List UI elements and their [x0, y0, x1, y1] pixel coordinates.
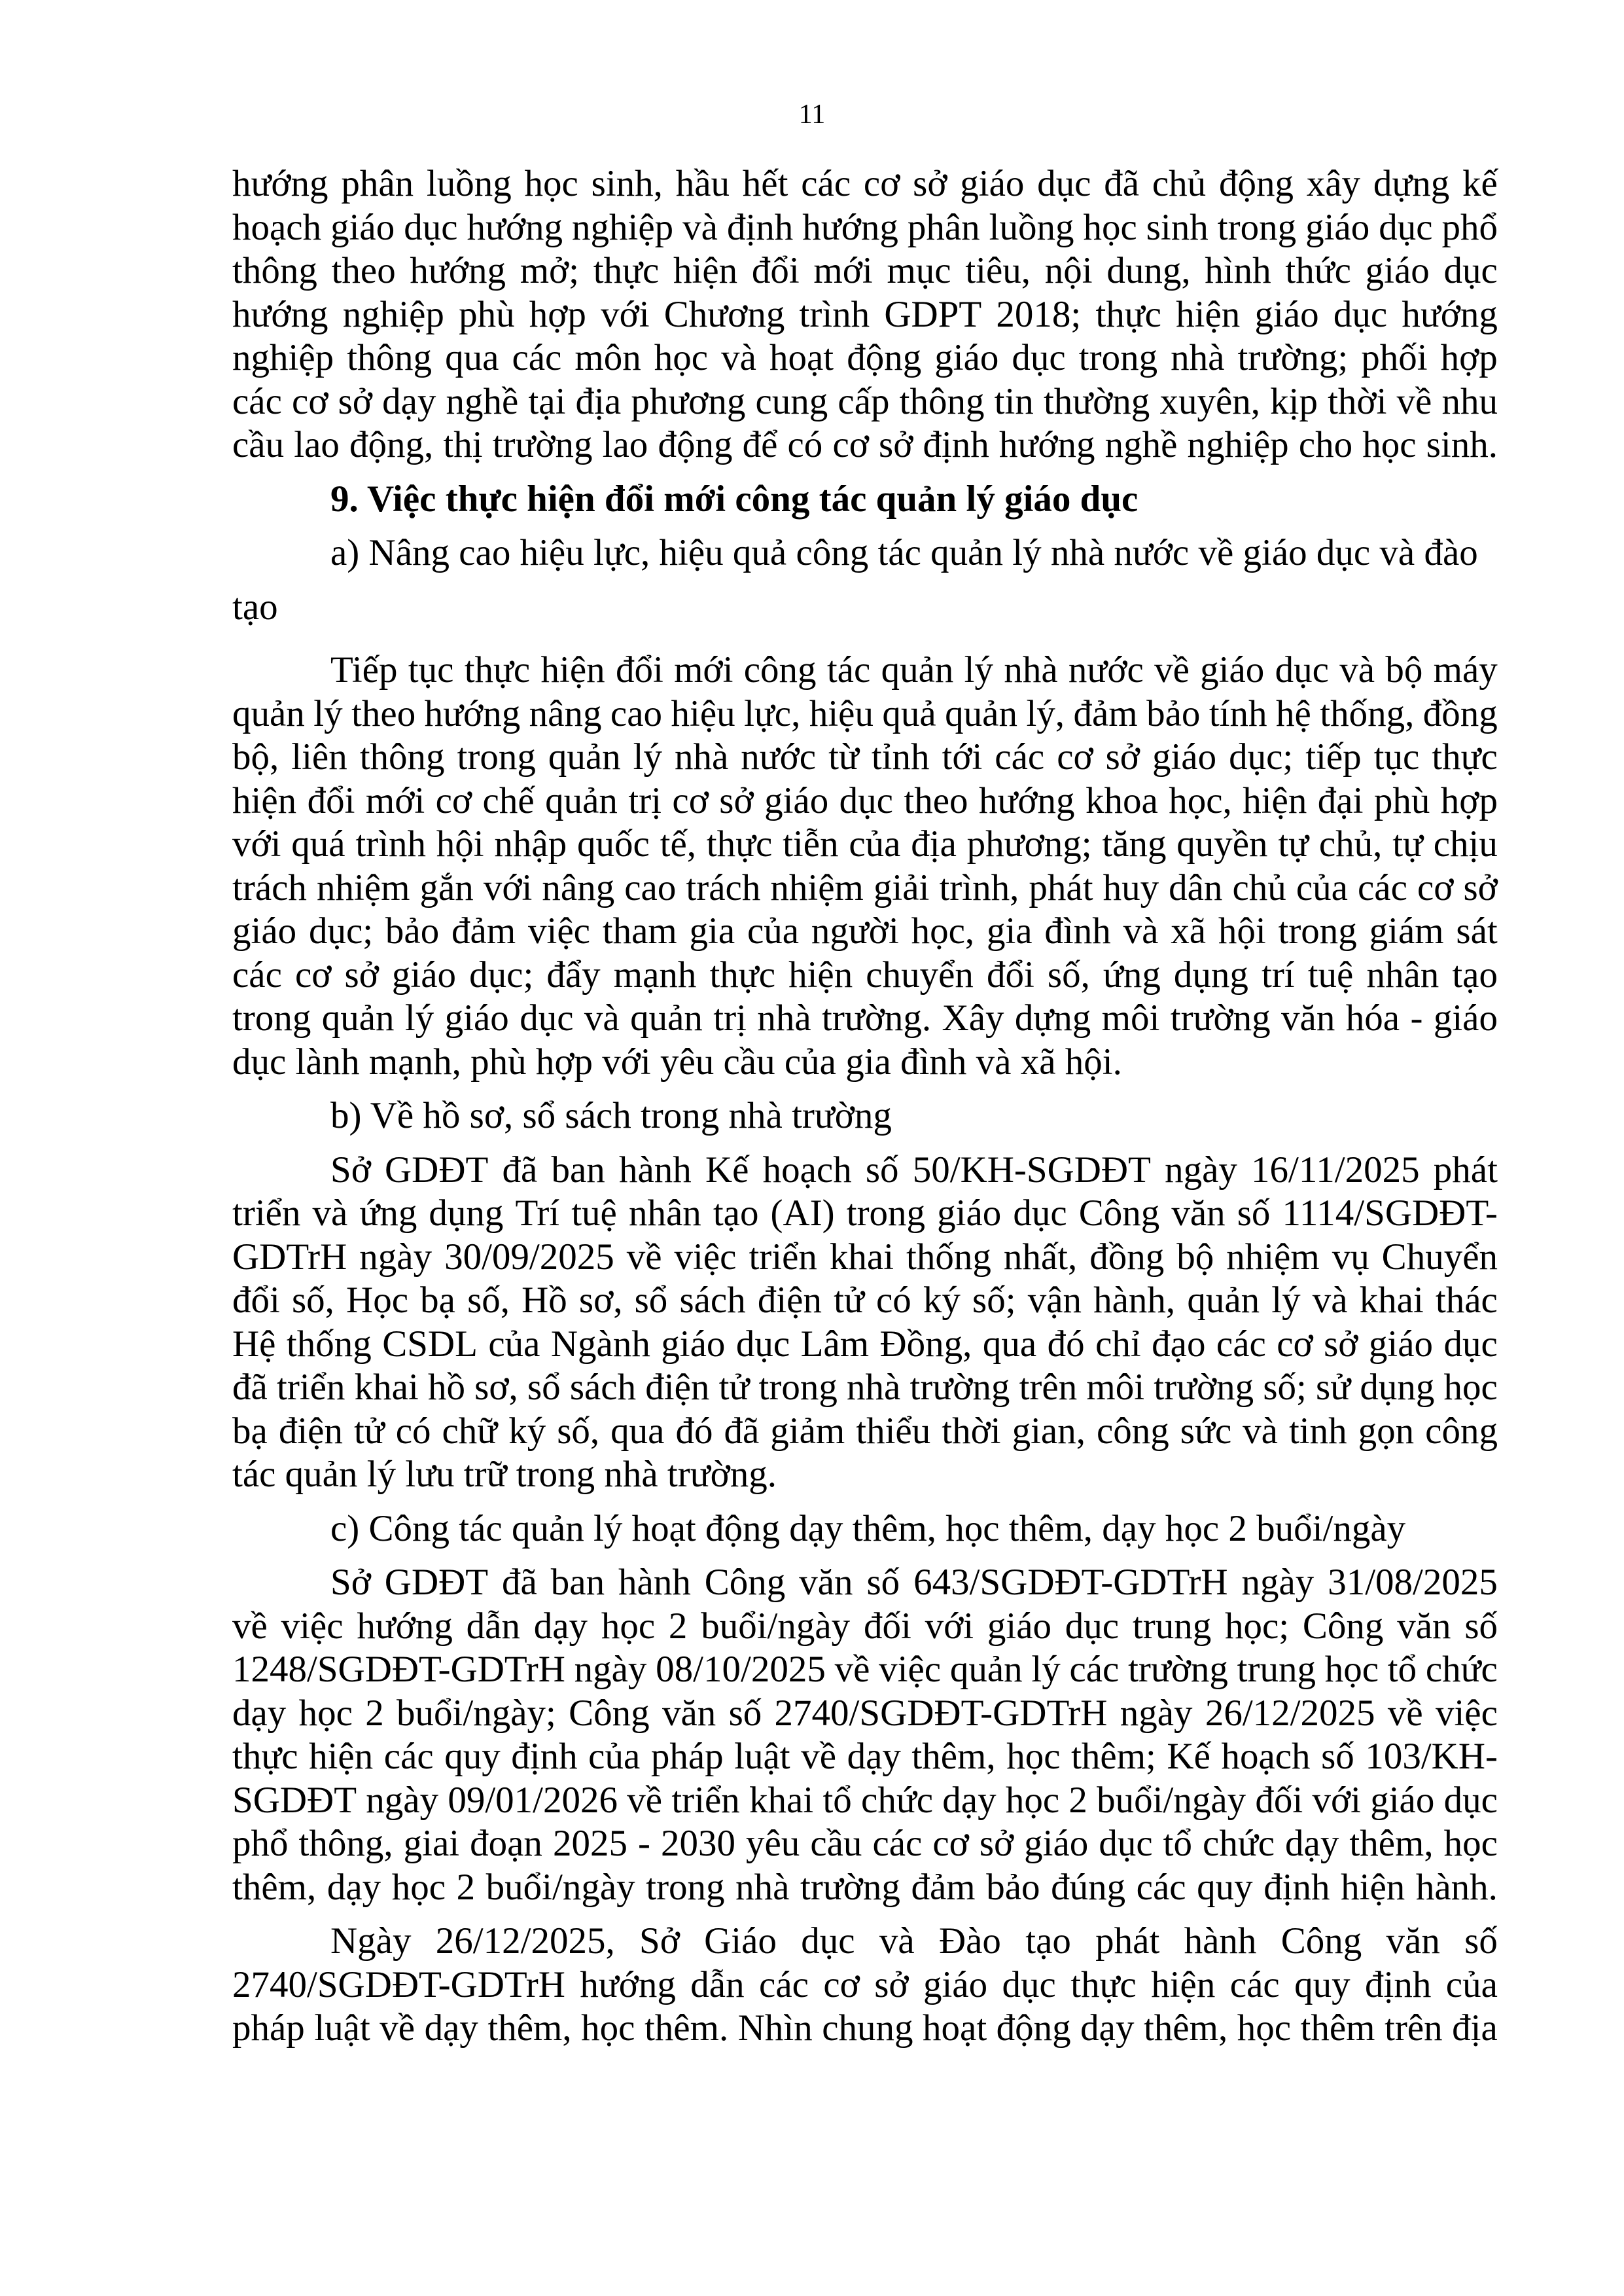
paragraph-management-reform: [232, 649, 1498, 1084]
text-line: hiện đổi mới cơ chế quản trị cơ sở giáo dục theo hướng khoa học, hiện đại phù hợp: [232, 780, 1498, 821]
text-line: đổi số, Học bạ số, Hồ sơ, sổ sách điện tử có ký số; vận hành, quản lý và khai thác: [232, 1280, 1498, 1321]
text-line: pháp luật về dạy thêm, học thêm. Nhìn chung hoạt động dạy thêm, học thêm trên địa: [232, 2007, 1498, 2049]
text-line: với quá trình hội nhập quốc tế, thực tiễn của địa phương; tăng quyền tự chủ, tự chịu: [232, 823, 1498, 865]
text-line: Tiếp tục thực hiện đổi mới công tác quản lý nhà nước về giáo dục và bộ máy: [330, 649, 1498, 691]
text-line: trách nhiệm gắn với nâng cao trách nhiệm giải trình, phát huy dân chủ của các cơ sở: [232, 867, 1498, 908]
text-line: GDTrH ngày 30/09/2025 về việc triển khai thống nhất, đồng bộ nhiệm vụ Chuyển: [232, 1236, 1498, 1278]
text-line: hướng nghiệp phù hợp với Chương trình GDPT 2018; thực hiện giáo dục hướng: [232, 293, 1498, 335]
text-line: a) Nâng cao hiệu lực, hiệu quả công tác quản lý nhà nước về giáo dục và đào: [330, 532, 1478, 573]
text-line: về việc hướng dẫn dạy học 2 buổi/ngày đối với giáo dục trung học; Công văn số: [232, 1605, 1498, 1647]
text-line: Sở GDĐT đã ban hành Kế hoạch số 50/KH-SGDĐT ngày 16/11/2025 phát: [330, 1149, 1498, 1191]
text-line: bạ điện tử có chữ ký số, qua đó đã giảm thiểu thời gian, công sức và tinh gọn công: [232, 1410, 1498, 1452]
text-line: giáo dục; bảo đảm việc tham gia của người học, gia đình và xã hội trong giám sát: [232, 910, 1498, 952]
text-line: Ngày 26/12/2025, Sở Giáo dục và Đào tạo phát hành Công văn số: [330, 1920, 1498, 1962]
text-line: bộ, liên thông trong quản lý nhà nước từ tỉnh tới các cơ sở giáo dục; tiếp tục thực: [232, 736, 1498, 778]
text-line: 1248/SGDĐT-GDTrH ngày 08/10/2025 về việc quản lý các trường trung học tổ chức: [232, 1649, 1498, 1690]
text-line: nghiệp thông qua các môn học và hoạt động giáo dục trong nhà trường; phối hợp: [232, 337, 1498, 378]
text-line: cầu lao động, thị trường lao động để có cơ sở định hướng nghề nghiệp cho học sinh.: [232, 424, 1498, 465]
text-line: thực hiện các quy định của pháp luật về dạy thêm, học thêm; Kế hoạch số 103/KH-: [232, 1736, 1498, 1777]
text-line: trong quản lý giáo dục và quản trị nhà trường. Xây dựng môi trường văn hóa - giáo: [232, 997, 1498, 1039]
text-line: Hệ thống CSDL của Ngành giáo dục Lâm Đồng, qua đó chỉ đạo các cơ sở giáo dục: [232, 1323, 1498, 1365]
paragraph-records: [232, 1149, 1498, 1497]
subheading-b: b) Về hồ sơ, sổ sách trong nhà trường: [330, 1095, 892, 1136]
text-line: các cơ sở dạy nghề tại địa phương cung cấp thông tin thường xuyên, kịp thời về nhu: [232, 380, 1498, 422]
text-line: đã triển khai hồ sơ, sổ sách điện tử trong nhà trường trên môi trường số; sử dụng học: [232, 1367, 1498, 1408]
paragraph-official-letter: [232, 1920, 1498, 2051]
subheading-a: [232, 531, 1498, 629]
text-line: Sở GDĐT đã ban hành Công văn số 643/SGDĐT-GDTrH ngày 31/08/2025: [330, 1562, 1498, 1603]
text-line: tạo: [232, 586, 278, 628]
text-line: thông theo hướng mở; thực hiện đổi mới mục tiêu, nội dung, hình thức giáo dục: [232, 250, 1498, 291]
text-line: dục lành mạnh, phù hợp với yêu cầu của gia đình và xã hội.: [232, 1041, 1122, 1083]
text-line: triển và ứng dụng Trí tuệ nhân tạo (AI) trong giáo dục Công văn số 1114/SGDĐT-: [232, 1193, 1498, 1234]
subheading-c: c) Công tác quản lý hoạt động dạy thêm, học thêm, dạy học 2 buổi/ngày: [330, 1507, 1406, 1549]
section-heading: 9. Việc thực hiện đổi mới công tác quản lý giáo dục: [330, 478, 1139, 520]
text-line: thêm, dạy học 2 buổi/ngày trong nhà trường đảm bảo đúng các quy định hiện hành.: [232, 1866, 1498, 1908]
text-line: hướng phân luồng học sinh, hầu hết các cơ sở giáo dục đã chủ động xây dựng kế: [232, 163, 1498, 204]
text-line: phổ thông, giai đoạn 2025 - 2030 yêu cầu các cơ sở giáo dục tổ chức dạy thêm, học: [232, 1823, 1498, 1864]
paragraph-extra-classes: [232, 1561, 1498, 1909]
text-line: 2740/SGDĐT-GDTrH hướng dẫn các cơ sở giáo dục thực hiện các quy định của: [232, 1964, 1498, 2005]
text-line: tác quản lý lưu trữ trong nhà trường.: [232, 1454, 777, 1495]
text-line: các cơ sở giáo dục; đẩy mạnh thực hiện chuyển đổi số, ứng dụng trí tuệ nhân tạo: [232, 954, 1498, 996]
document-body: [232, 162, 1498, 2051]
paragraph-career-guidance: [232, 162, 1498, 467]
text-line: quản lý theo hướng nâng cao hiệu lực, hiệu quả quản lý, đảm bảo tính hệ thống, đồng: [232, 692, 1498, 734]
text-line: SGDĐT ngày 09/01/2026 về triển khai tổ chức dạy học 2 buổi/ngày đối với giáo dục: [232, 1779, 1498, 1821]
text-line: dạy học 2 buổi/ngày; Công văn số 2740/SGDĐT-GDTrH ngày 26/12/2025 về việc: [232, 1692, 1498, 1734]
page-number: 11: [798, 99, 826, 130]
text-line: hoạch giáo dục hướng nghiệp và định hướng phân luồng học sinh trong giáo dục phổ: [232, 206, 1498, 248]
